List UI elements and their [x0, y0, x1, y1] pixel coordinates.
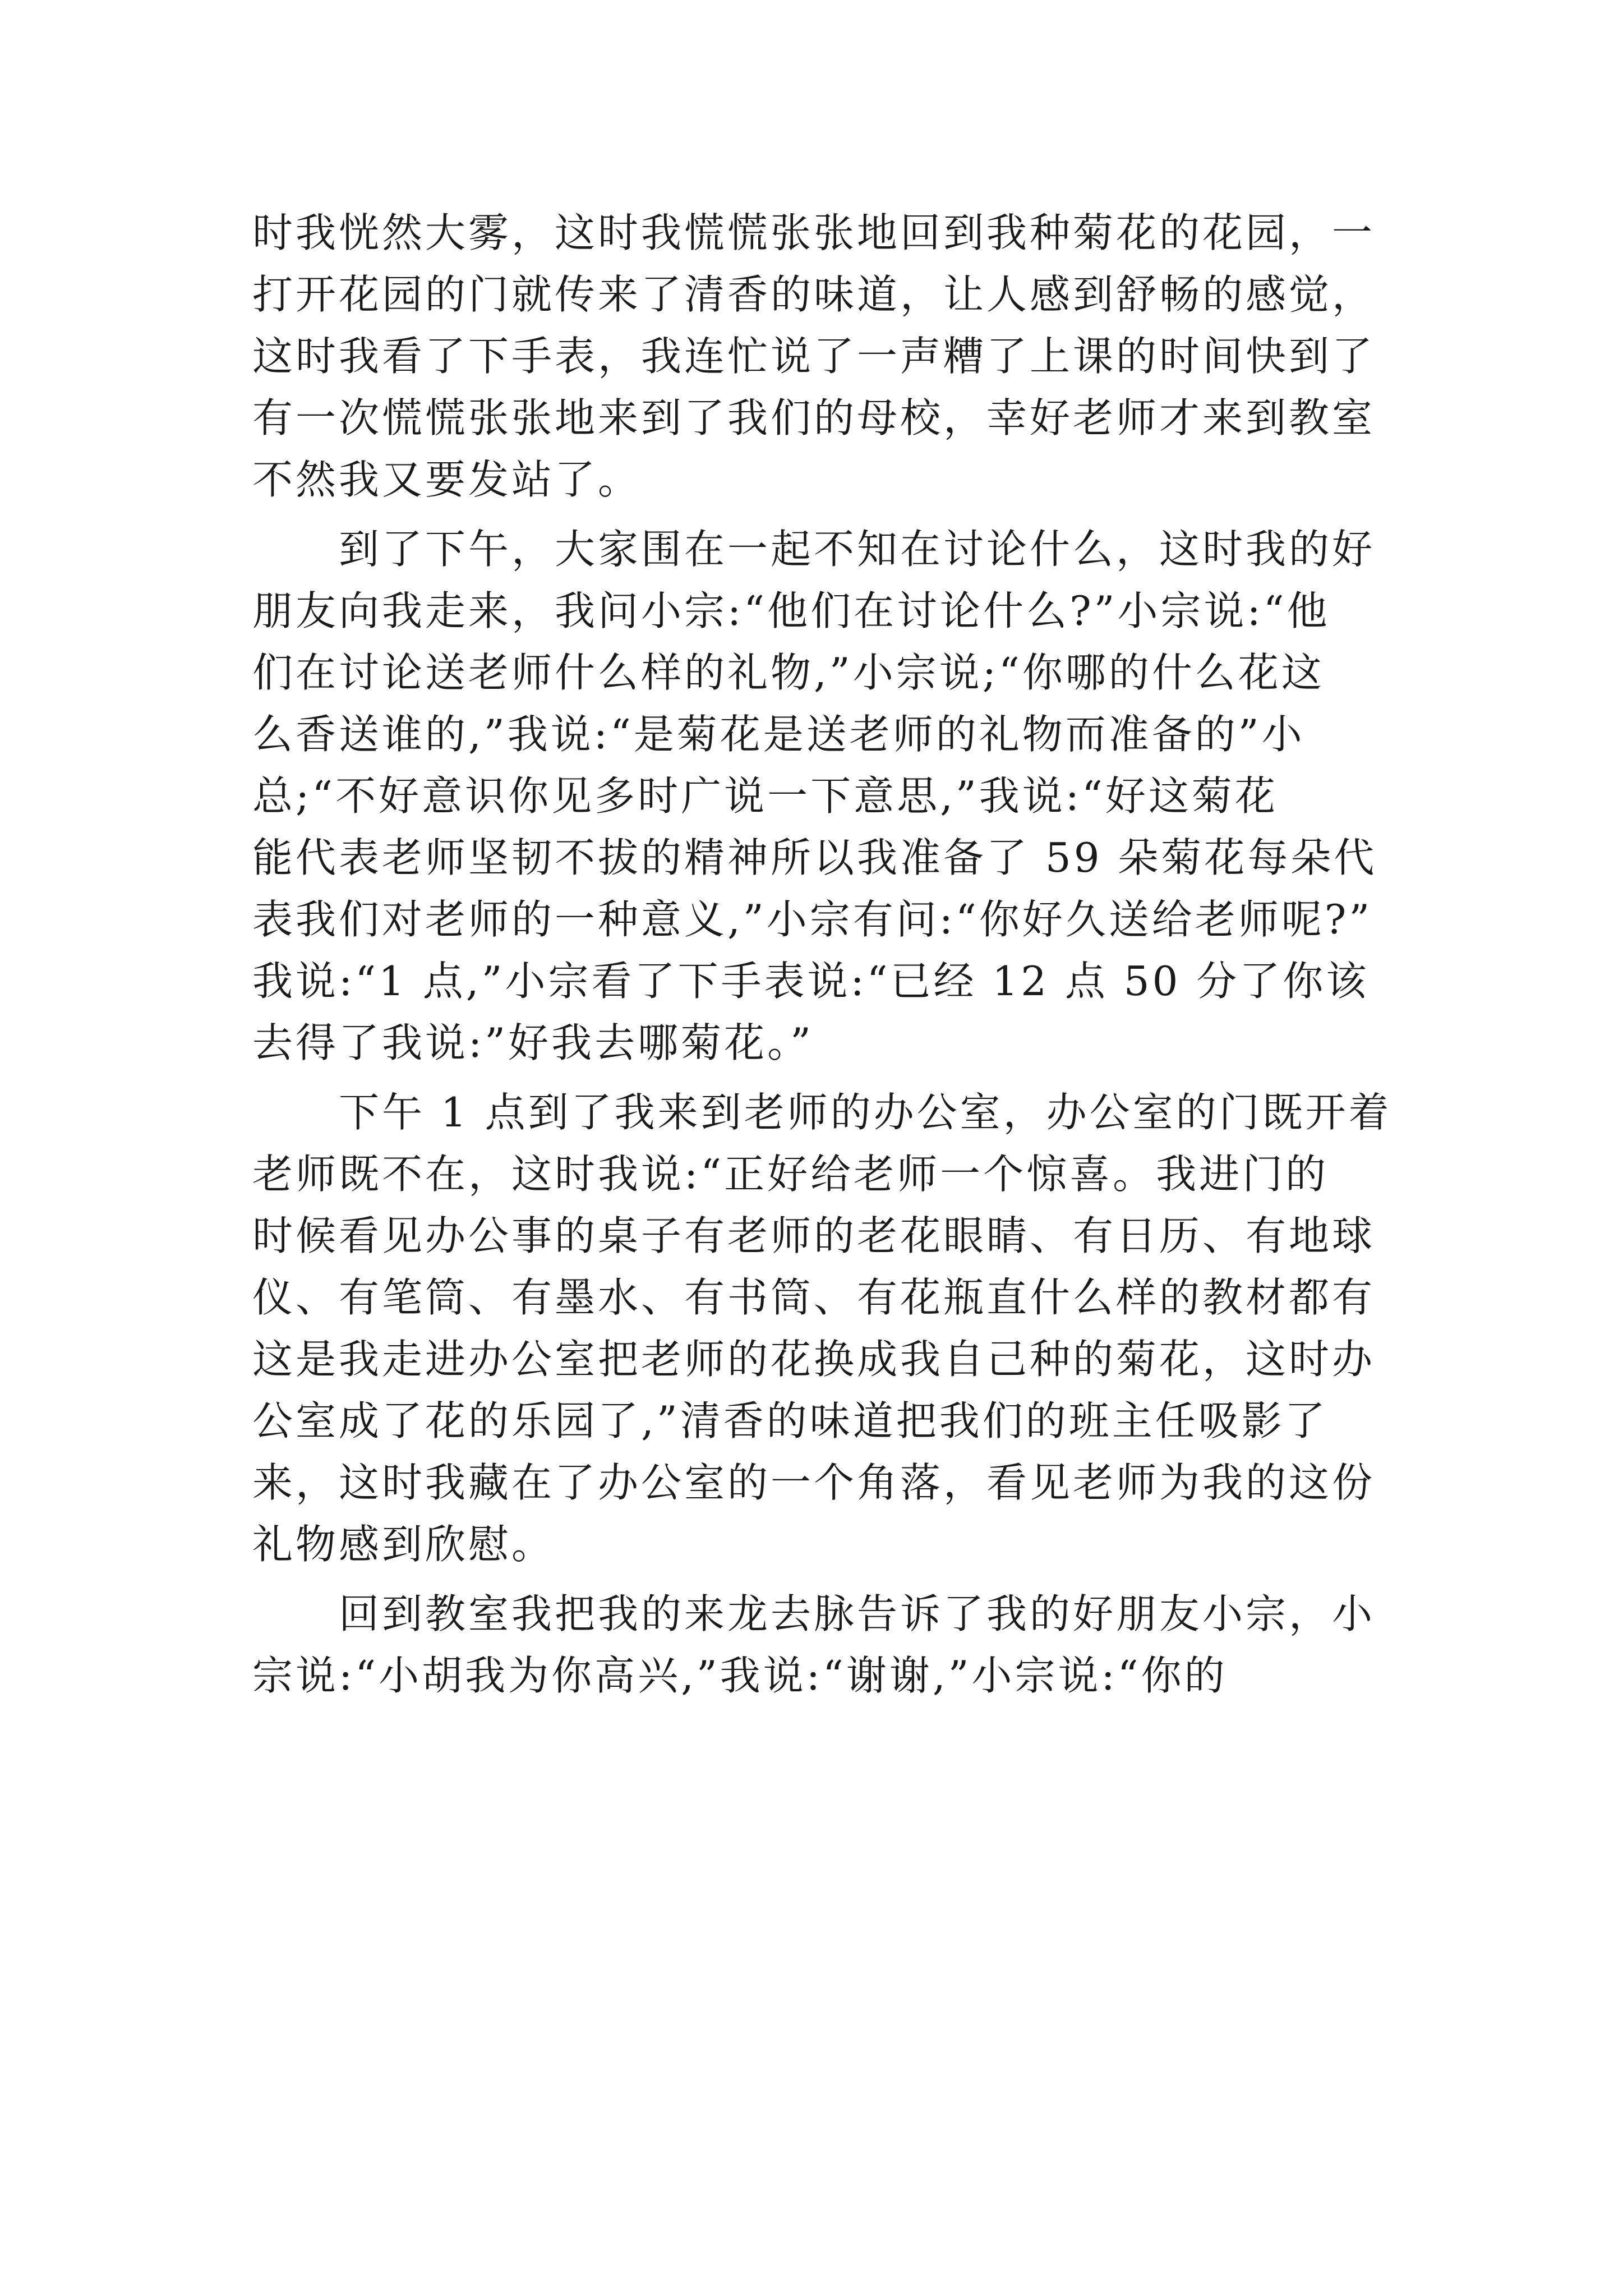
text-line: 总;“不好意识你见多时广说一下意思,”我说:“好这菊花 [252, 772, 1278, 820]
document-body [252, 202, 1392, 1706]
text-line: 回到教室我把我的来龙去脉告诉了我的好朋友小宗，小 [252, 1590, 1376, 1637]
text-line: 去得了我说:”好我去哪菊花。” [252, 1019, 814, 1066]
text-line: 时我恍然大雾，这时我慌慌张张地回到我种菊花的花园，一 [252, 209, 1376, 256]
text-line: 下午 1 点到了我来到老师的办公室，办公室的门既开着 [252, 1089, 1392, 1136]
text-line: 到了下午，大家围在一起不知在讨论什么，这时我的好 [252, 526, 1376, 573]
text-line: 来，这时我藏在了办公室的一个角落，看见老师为我的这份 [252, 1459, 1376, 1506]
text-line: 时候看见办公事的桌子有老师的老花眼睛、有日历、有地球 [252, 1212, 1376, 1259]
paragraph [252, 202, 1385, 510]
text-line: 能代表老师坚韧不拔的精神所以我准备了 59 朵菊花每朵代 [252, 834, 1377, 881]
text-line: 有一次慌慌张张地来到了我们的母校，幸好老师才来到教室 [252, 394, 1376, 441]
text-line: 仪、有笔筒、有墨水、有书筒、有花瓶直什么样的教材都有 [252, 1274, 1376, 1321]
text-line: 这是我走进办公室把老师的花换成我自己种的菊花，这时办 [252, 1336, 1376, 1383]
text-line: 表我们对老师的一种意义,”小宗有问:“你好久送给老师呢?” [252, 896, 1373, 943]
text-line: 这时我看了下手表，我连忙说了一声糟了上课的时间快到了 [252, 333, 1376, 380]
text-line: 不然我又要发站了。 [252, 456, 642, 503]
paragraph [252, 518, 1385, 1074]
text-line: 我说:“1 点,”小宗看了下手表说:“已经 12 点 50 分了你该 [252, 958, 1370, 1005]
text-line: 宗说:“小胡我为你高兴,”我说:“谢谢,”小宗说:“你的 [252, 1652, 1228, 1699]
text-line: 么香送谁的,”我说:“是菊花是送老师的礼物而准备的”小 [252, 711, 1305, 758]
text-line: 打开花园的门就传来了清香的味道，让人感到舒畅的感觉， [252, 271, 1376, 318]
text-line: 公室成了花的乐园了,”清香的味道把我们的班主任吸影了 [252, 1397, 1328, 1444]
text-line: 礼物感到欣慰。 [252, 1521, 555, 1568]
text-line: 老师既不在，这时我说:“正好给老师一个惊喜。我进门的 [252, 1151, 1329, 1198]
paragraph [252, 1082, 1392, 1575]
text-line: 朋友向我走来，我问小宗:“他们在讨论什么?”小宗说:“他 [252, 587, 1330, 634]
paragraph [252, 1583, 1385, 1706]
text-line: 们在讨论送老师什么样的礼物,”小宗说;“你哪的什么花这 [252, 649, 1325, 696]
